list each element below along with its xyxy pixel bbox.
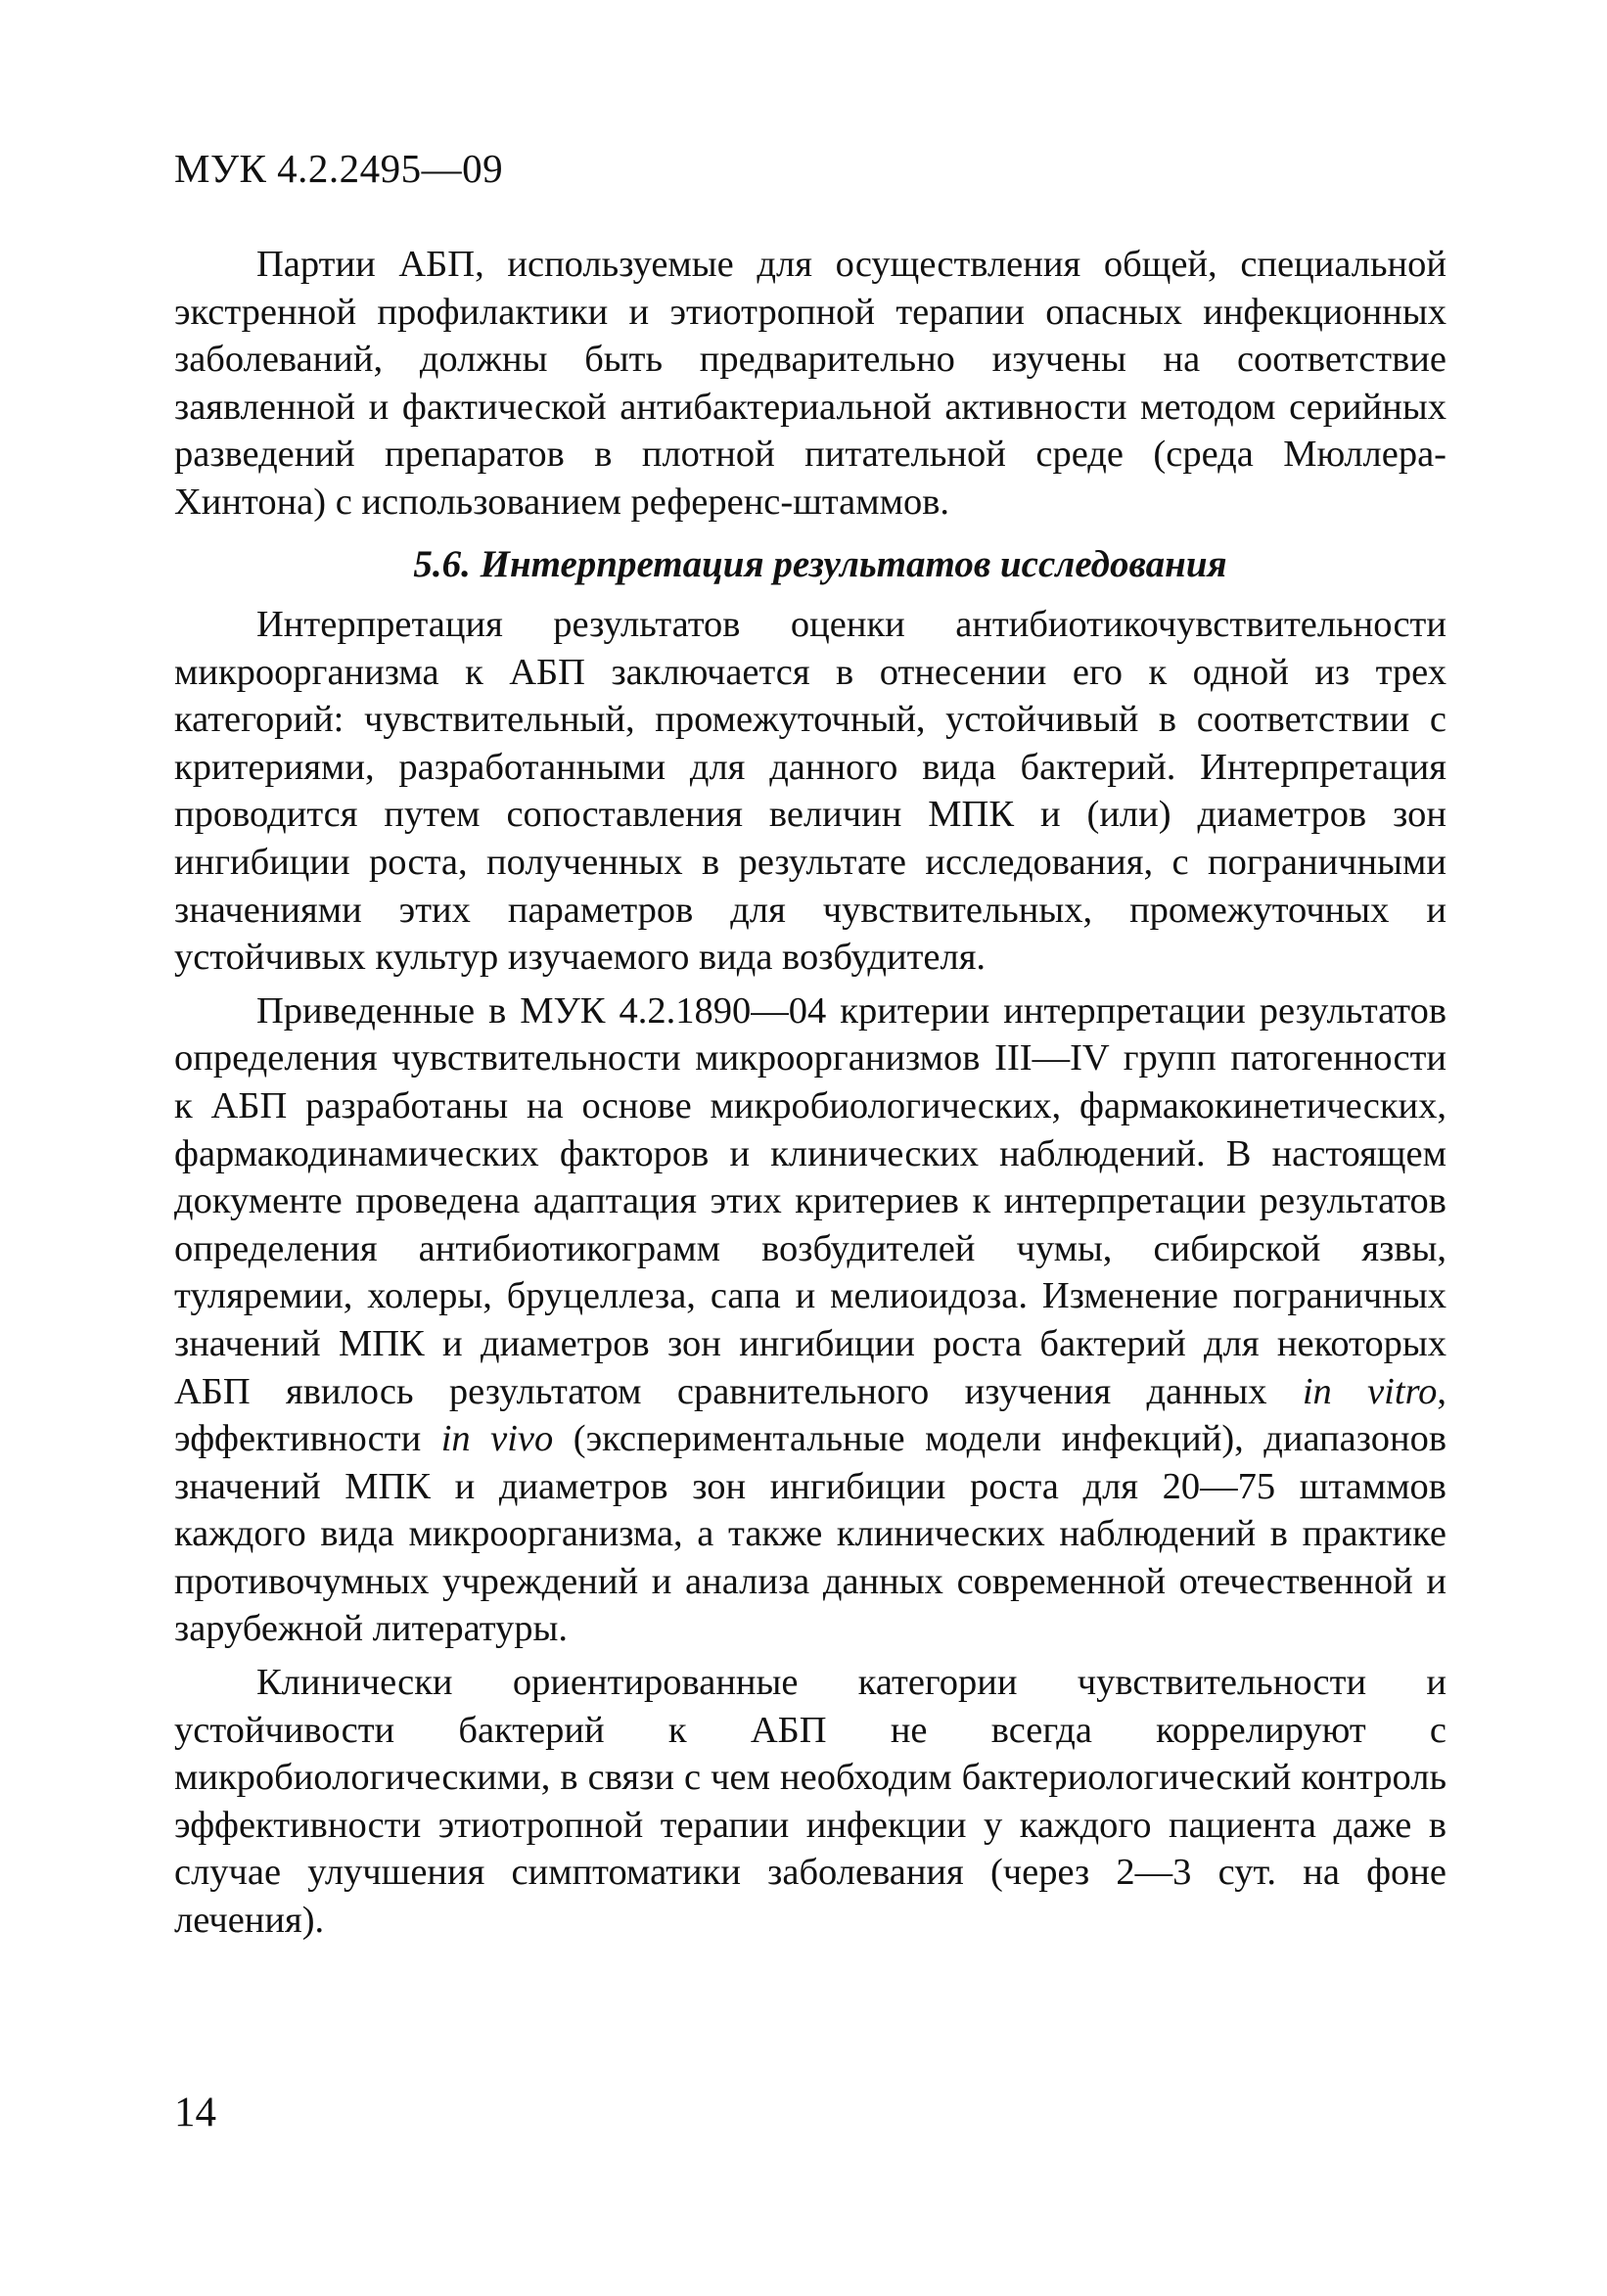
intro-paragraph: Партии АБП, используемые для осуществления общей, специальной экстренной профилактики и этиотропной терапии опасных инфекционных заболеваний, должны быть предварительно изучены на соответствие заявленной и фактической антибактериальной активности методом серийных разведений препаратов в плотной питательной среде (среда Мюллера-Хинтона) с использованием референс-штаммов. (174, 244, 1446, 523)
paragraph-2-part-3: (экспериментальные модели инфекций), диапазонов значений МПК и диаметров зон ингибиции роста для 20—75 штаммов каждого вида микроорганизма, а также клинических наблюдений в практике противочумных учреждений и анализа данных современной отечественной и зарубежной литературы. (174, 1418, 1447, 1650)
document-code-header: МУК 4.2.2495—09 (174, 146, 504, 191)
page-number: 14 (174, 2089, 216, 2135)
paragraph-2-part-1: Приведенные в МУК 4.2.1890—04 критерии интерпретации результатов определения чувствительности микроорганизмов III—IV групп патогенности к АБП разработаны на основе микробиологических, фармакокинетических, фармакодинамических факторов и клинических наблюдений. В настоящем документе проведена адаптация этих критериев к интерпретации результатов определения антибиотикограмм возбудителей чумы, сибирской язвы, туляремии, холеры, бруцеллеза, сапа и мелиоидоза. Изменение пограничных значений МПК и диаметров зон ингибиции роста бактерий для некоторых АБП явилось результатом сравнительного изучения данных (174, 989, 1446, 1412)
section-heading: 5.6. Интерпретация результатов исследования (413, 543, 1227, 585)
section-text-block (174, 601, 1446, 1945)
section-paragraph-3: Клинически ориентированные категории чувствительности и устойчивости бактерий к АБП не всегда коррелируют с микробиологическими, в связи с чем необходим бактериологический контроль эффективности этиотропной терапии инфекции у каждого пациента даже в случае улучшения симптоматики заболевания (через 2—3 сут. на фоне лечения). (174, 1662, 1446, 1942)
paragraph-2-part-2: , эффективности (174, 1370, 1446, 1460)
term-in-vivo: in vivo (440, 1418, 554, 1460)
section-paragraph-1: Интерпретация результатов оценки антибиотикочувствительности микроорганизма к АБП заключается в отнесении его к одной из трех категорий: чувствительный, промежуточный, устойчивый в соответствии с критериями, разработанными для данного вида бактерий. Интерпретация проводится путем сопоставления величин МПК и (или) диаметров зон ингибиции роста, полученных в результате исследования, с пограничными значениями этих параметров для чувствительных, промежуточных и устойчивых культур изучаемого вида возбудителя. (174, 604, 1446, 979)
section-paragraph-2 (174, 987, 1446, 1653)
term-in-vitro: in vitro (1302, 1370, 1438, 1412)
intro-text-block (174, 241, 1446, 527)
